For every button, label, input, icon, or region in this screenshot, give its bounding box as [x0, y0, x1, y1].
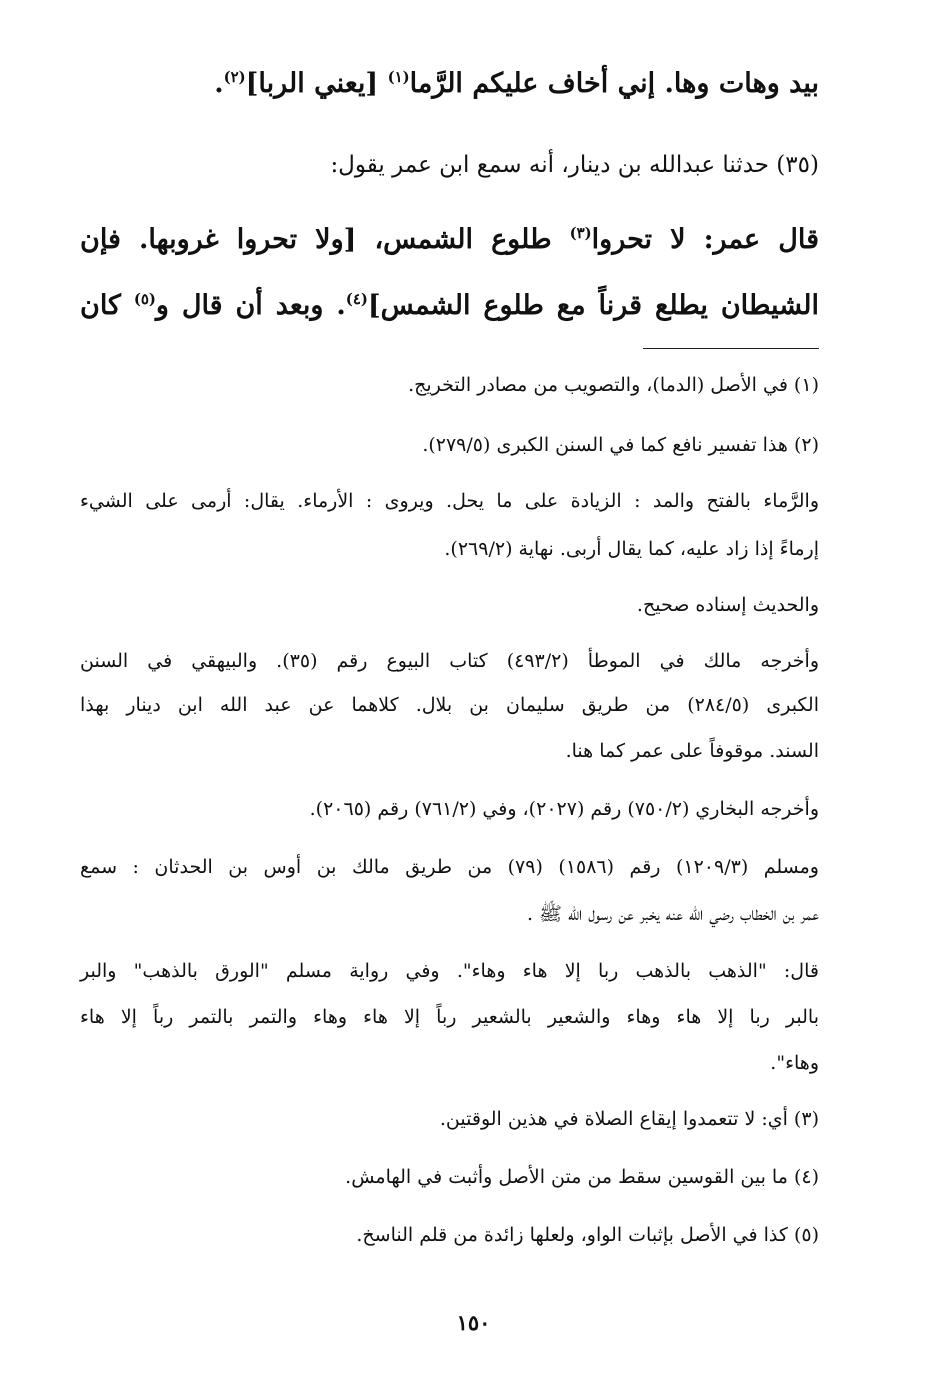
- footnote-2-paragraph-line: والحديث إسناده صحيح.: [636, 594, 819, 616]
- main-text-segment: الشيطان يطلع قرناً مع طلوع الشمس]: [367, 290, 820, 321]
- footnote-2: (٢) هذا تفسير نافع كما في السنن الكبرى (٢٧٩/٥).: [422, 434, 819, 456]
- main-text-segment: طلوع الشمس، [ولا تحروا غروبها. فإن: [80, 224, 570, 255]
- footnote-2-paragraph-line: قال: "الذهب بالذهب ربا إلا هاء وهاء". وفي رواية مسلم "الورق بالذهب" والبر: [80, 960, 819, 982]
- footnote-2-paragraph-line: ومسلم (١٢٠٩/٣) رقم (١٥٨٦) (٧٩) من طريق مالك بن أوس بن الحدثان : سمع: [80, 856, 819, 878]
- main-text-segment: كان: [80, 290, 134, 321]
- footnote-2-paragraph-line: وأخرجه مالك في الموطأ (٤٩٣/٢) كتاب البيوع رقم (٣٥). والبيهقي في السنن: [80, 650, 820, 672]
- footnote-marker: (١): [387, 68, 410, 86]
- main-text-segment: [يعني الربا]: [245, 68, 388, 99]
- footnote-1: (١) في الأصل (الدما)، والتصويب من مصادر التخريج.: [408, 374, 819, 396]
- footnote-separator: [643, 348, 819, 349]
- footnote-2-paragraph-line: وأخرجه البخاري (٧٥٠/٢) رقم (٢٠٢٧)، وفي (٧٦١/٢) رقم (٢٠٦٥).: [309, 798, 819, 820]
- hadith-isnad-line: (٣٥) حدثنا عبدالله بن دينار، أنه سمع ابن عمر يقول:: [330, 152, 819, 178]
- footnote-5: (٥) كذا في الأصل بإثبات الواو، ولعلها زائدة من قلم الناسخ.: [356, 1224, 819, 1246]
- footnote-2-paragraph-line: عمر بن الخطاب رضي الله عنه يخبر عن رسول الله ﷺ .: [526, 903, 819, 925]
- footnote-2-paragraph-line: وهاء".: [770, 1052, 819, 1074]
- footnote-2-paragraph-line: السند. موقوفاً على عمر كما هنا.: [565, 740, 819, 762]
- footnote-2-paragraph-line: بالبر ربا إلا هاء وهاء والشعير بالشعير رباً إلا هاء وهاء والتمر بالتمر رباً إلا هاء: [80, 1006, 819, 1028]
- main-text-segment: .: [214, 68, 224, 99]
- footnote-2-paragraph-line: والرَّماء بالفتح والمد : الزيادة على ما يحل. ويروى : الأرماء. يقال: أرمى على الشيء: [80, 490, 819, 512]
- footnote-3: (٣) أي: لا تتعمدوا إيقاع الصلاة في هذين الوقتين.: [439, 1108, 819, 1130]
- footnote-marker: (٤): [345, 290, 368, 308]
- main-text-line-1: [214, 68, 819, 99]
- main-text-line-4: [80, 290, 819, 321]
- main-text-segment: . وبعد أن قال و: [155, 290, 346, 321]
- footnote-4: (٤) ما بين القوسين سقط من متن الأصل وأثبت في الهامش.: [345, 1166, 819, 1188]
- footnote-marker: (٣): [569, 224, 592, 242]
- main-text-segment: بيد وهات وها. إني أخاف عليكم الرَّما: [409, 68, 819, 99]
- main-text-line-3: [80, 224, 819, 255]
- main-text-segment: قال عمر: لا تحروا: [591, 224, 819, 255]
- footnote-2-paragraph-line: الكبرى (٢٨٤/٥) من طريق سليمان بن بلال. كلاهما عن عبد الله ابن دينار بهذا: [80, 694, 819, 716]
- footnote-2-paragraph-line: إرماءً إذا زاد عليه، كما يقال أربى. نهاية (٢٦٩/٢).: [444, 538, 819, 560]
- footnote-marker: (٥): [133, 290, 156, 308]
- page-number: ١٥٠: [456, 1310, 491, 1335]
- footnote-marker: (٢): [223, 68, 246, 86]
